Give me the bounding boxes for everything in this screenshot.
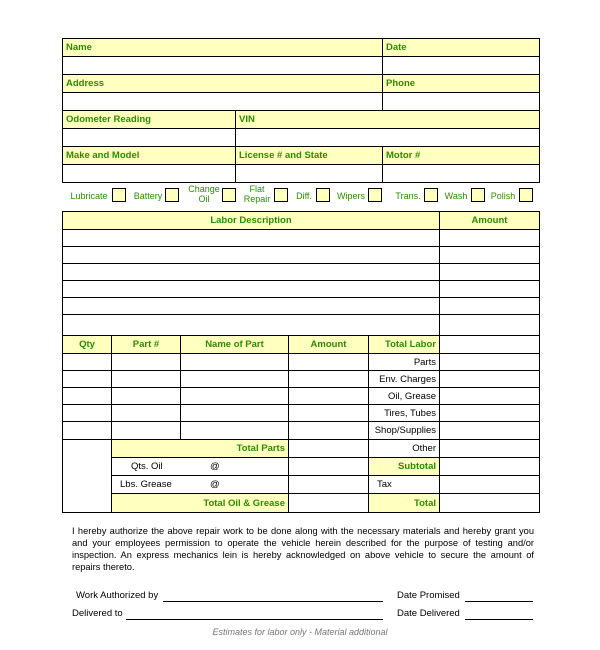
part-qty-cell[interactable] bbox=[63, 354, 112, 371]
part-name-cell[interactable] bbox=[181, 405, 289, 422]
part-number-cell[interactable] bbox=[112, 371, 181, 388]
labor-description-header: Labor Description bbox=[63, 212, 440, 230]
labor-description-row[interactable] bbox=[63, 315, 440, 335]
summary-shop-supplies-label: Shop/Supplies bbox=[369, 422, 440, 440]
summary-shop-supplies-value[interactable] bbox=[440, 422, 539, 440]
checkbox-wipers[interactable] bbox=[368, 188, 382, 202]
labor-amount-row[interactable] bbox=[440, 298, 539, 315]
part-number-cell[interactable] bbox=[112, 405, 181, 422]
total-label: Total bbox=[369, 494, 440, 512]
authorization-text: I hereby authorize the above repair work to be done along with the necessary materials and hereby grant you and your employees permission to operate the vehicle herein described for the purpose of testing and/or inspection. An express mechanics lein is hereby acknowledged on above vehicle to secure the amount of repairs thereto. bbox=[72, 526, 534, 572]
total-parts-value[interactable] bbox=[289, 440, 369, 458]
service-label-battery: Battery bbox=[133, 191, 163, 201]
labor-table bbox=[62, 211, 540, 336]
summary-other-value[interactable] bbox=[440, 440, 539, 458]
service-label-change-oil: Change Oil bbox=[188, 184, 220, 204]
license-field[interactable] bbox=[236, 165, 383, 182]
total-oil-grease-value[interactable] bbox=[289, 494, 369, 512]
oil-row bbox=[112, 458, 289, 476]
part-number-cell[interactable] bbox=[112, 354, 181, 371]
part-qty-cell[interactable] bbox=[63, 388, 112, 405]
date-field[interactable] bbox=[383, 57, 539, 75]
qty-blank-block bbox=[63, 440, 112, 512]
part-amount-cell[interactable] bbox=[289, 388, 369, 405]
labor-description-row[interactable] bbox=[63, 247, 440, 264]
service-label-diff: Diff. bbox=[296, 191, 312, 201]
part-number-cell[interactable] bbox=[112, 388, 181, 405]
parts-amount-header: Amount bbox=[289, 336, 369, 354]
part-name-cell[interactable] bbox=[181, 388, 289, 405]
date-label: Date bbox=[383, 39, 539, 57]
labor-amount-row[interactable] bbox=[440, 281, 539, 298]
qty-header: Qty bbox=[63, 336, 112, 354]
labor-amount-header: Amount bbox=[440, 212, 539, 230]
odometer-field[interactable] bbox=[63, 129, 236, 147]
part-number-header: Part # bbox=[112, 336, 181, 354]
grease-at-symbol: @ bbox=[210, 479, 220, 490]
grease-row bbox=[112, 476, 289, 494]
summary-tires-tubes-label: Tires, Tubes bbox=[369, 405, 440, 422]
customer-info-table bbox=[62, 38, 540, 183]
service-label-wipers: Wipers bbox=[336, 191, 365, 201]
address-field[interactable] bbox=[63, 93, 383, 111]
checkbox-change-oil[interactable] bbox=[222, 188, 236, 202]
part-amount-cell[interactable] bbox=[289, 354, 369, 371]
labor-amount-row[interactable] bbox=[440, 247, 539, 264]
oil-amount-value[interactable] bbox=[289, 458, 369, 476]
name-field[interactable] bbox=[63, 57, 383, 75]
checkbox-flat-repair[interactable] bbox=[274, 188, 288, 202]
part-qty-cell[interactable] bbox=[63, 422, 112, 440]
grease-amount-value[interactable] bbox=[289, 476, 369, 494]
odometer-label: Odometer Reading bbox=[63, 111, 236, 129]
part-amount-cell[interactable] bbox=[289, 422, 369, 440]
license-label: License # and State bbox=[236, 147, 383, 165]
checkbox-battery[interactable] bbox=[165, 188, 179, 202]
summary-env-charges-label: Env. Charges bbox=[369, 371, 440, 388]
service-label-lubricate: Lubricate bbox=[70, 191, 108, 201]
summary-other-label: Other bbox=[369, 440, 440, 458]
grease-label: Lbs. Grease bbox=[120, 479, 172, 490]
part-qty-cell[interactable] bbox=[63, 405, 112, 422]
part-name-cell[interactable] bbox=[181, 371, 289, 388]
name-label: Name bbox=[63, 39, 383, 57]
service-label-wash: Wash bbox=[444, 191, 468, 201]
part-name-cell[interactable] bbox=[181, 422, 289, 440]
labor-description-row[interactable] bbox=[63, 230, 440, 247]
subtotal-value[interactable] bbox=[440, 458, 539, 476]
part-amount-cell[interactable] bbox=[289, 405, 369, 422]
part-number-cell[interactable] bbox=[112, 422, 181, 440]
checkbox-wash[interactable] bbox=[471, 188, 485, 202]
total-oil-grease-label: Total Oil & Grease bbox=[112, 494, 289, 512]
checkbox-lubricate[interactable] bbox=[112, 188, 126, 202]
oil-at-symbol: @ bbox=[210, 461, 220, 472]
summary-oil-grease-value[interactable] bbox=[440, 388, 539, 405]
date-delivered-label: Date Delivered bbox=[397, 608, 460, 619]
checkbox-trans[interactable] bbox=[424, 188, 438, 202]
date-promised-label: Date Promised bbox=[397, 590, 460, 601]
checkbox-diff[interactable] bbox=[316, 188, 330, 202]
service-label-polish: Polish bbox=[490, 191, 516, 201]
motor-label: Motor # bbox=[383, 147, 539, 165]
total-parts-label: Total Parts bbox=[112, 440, 289, 458]
oil-label: Qts. Oil bbox=[131, 461, 163, 472]
tax-label: Tax bbox=[369, 476, 440, 494]
delivered-to-label: Delivered to bbox=[72, 608, 123, 619]
phone-field[interactable] bbox=[383, 93, 539, 111]
part-amount-cell[interactable] bbox=[289, 371, 369, 388]
motor-field[interactable] bbox=[383, 165, 539, 182]
service-label-trans: Trans. bbox=[395, 191, 421, 201]
checkbox-polish[interactable] bbox=[519, 188, 533, 202]
labor-description-row[interactable] bbox=[63, 264, 440, 281]
summary-oil-grease-label: Oil, Grease bbox=[369, 388, 440, 405]
summary-tires-tubes-value[interactable] bbox=[440, 405, 539, 422]
parts-table bbox=[62, 335, 540, 513]
part-name-cell[interactable] bbox=[181, 354, 289, 371]
vin-label: VIN bbox=[236, 111, 539, 129]
labor-amount-row[interactable] bbox=[440, 315, 539, 335]
address-label: Address bbox=[63, 75, 383, 93]
total-value[interactable] bbox=[440, 494, 539, 512]
make-model-field[interactable] bbox=[63, 165, 236, 182]
tax-value[interactable] bbox=[440, 476, 539, 494]
labor-description-row[interactable] bbox=[63, 298, 440, 315]
part-name-header: Name of Part bbox=[181, 336, 289, 354]
labor-description-row[interactable] bbox=[63, 281, 440, 298]
summary-parts-value[interactable] bbox=[440, 354, 539, 371]
vin-field[interactable] bbox=[236, 129, 539, 147]
date-delivered-line[interactable] bbox=[465, 619, 533, 620]
total-labor-value[interactable] bbox=[440, 336, 539, 354]
date-promised-line[interactable] bbox=[465, 601, 533, 602]
total-labor-label: Total Labor bbox=[369, 336, 440, 354]
summary-parts-label: Parts bbox=[369, 354, 440, 371]
footer-note: Estimates for labor only - Material additional bbox=[212, 627, 388, 637]
labor-amount-row[interactable] bbox=[440, 264, 539, 281]
phone-label: Phone bbox=[383, 75, 539, 93]
delivered-to-line[interactable] bbox=[126, 619, 383, 620]
make-model-label: Make and Model bbox=[63, 147, 236, 165]
work-authorized-label: Work Authorized by bbox=[76, 590, 159, 601]
service-label-flat-repair: Flat Repair bbox=[243, 184, 271, 204]
labor-amount-row[interactable] bbox=[440, 230, 539, 247]
work-authorized-line[interactable] bbox=[163, 601, 383, 602]
summary-env-charges-value[interactable] bbox=[440, 371, 539, 388]
part-qty-cell[interactable] bbox=[63, 371, 112, 388]
subtotal-label: Subtotal bbox=[369, 458, 440, 476]
